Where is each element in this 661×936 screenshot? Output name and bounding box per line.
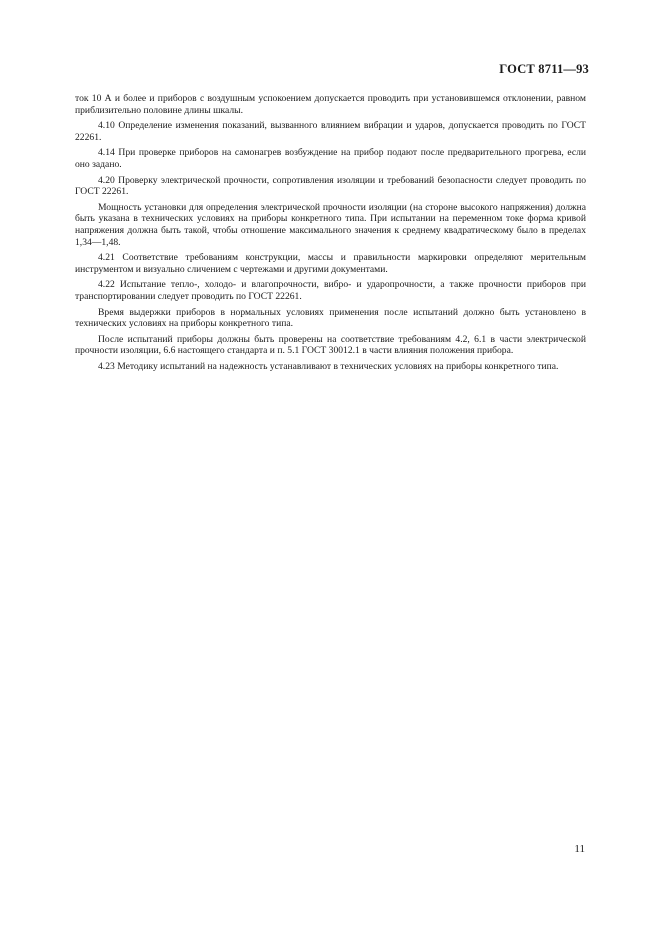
paragraph-4-21: 4.21 Соответствие требованиям конструкции, массы и правильности маркировки определяют мерительным инструментом и визуально сличением с чертежами и другими документами. [75,252,586,275]
document-body [75,93,586,376]
paragraph-4-23: 4.23 Методику испытаний на надежность устанавливают в технических условиях на приборы конкретного типа. [98,360,559,372]
paragraph-insulation-power: Мощность установки для определения электрической прочности изоляции (на стороне высокого напряжения) должна быть указана в технических условиях на приборы конкретного типа. При испытании на переменном токе форма кривой напряжения должна быть такой, чтобы отношение максимального значения к среднему квадратическому было в пределах 1,34—1,48. [75,201,586,248]
paragraph-4-14: 4.14 При проверке приборов на самонагрев возбуждение на прибор подают после предварительного прогрева, если оно задано. [75,147,586,170]
paragraph-continuation: ток 10 А и более и приборов с воздушным успокоением допускается проводить при установившемся отклонении, равном приблизительно половине длины шкалы. [75,93,586,116]
paragraph-4-22: 4.22 Испытание тепло-, холодо- и влагопрочности, вибро- и ударопрочности, а также прочности приборов при транспортировании следует проводить по ГОСТ 22261. [75,279,586,302]
paragraph-4-20: 4.20 Проверку электрической прочности, сопротивления изоляции и требований безопасности следует проводить по ГОСТ 22261. [75,174,586,198]
paragraph-after-tests: После испытаний приборы должны быть проверены на соответствие требованиям 4.2, 6.1 в части электрической прочности изоляции, 6.6 настоящего стандарта и п. 5.1 ГОСТ 30012.1 в части влияния положения прибора. [75,333,586,357]
paragraph-holding-time: Время выдержки приборов в нормальных условиях применения после испытаний должно быть установлено в технических условиях на приборы конкретного типа. [75,306,586,330]
page-number: 11 [574,843,585,855]
document-code-header: ГОСТ 8711—93 [499,62,589,76]
paragraph-4-10: 4.10 Определение изменения показаний, вызванного влиянием вибрации и ударов, допускается проводить по ГОСТ 22261. [75,120,586,143]
